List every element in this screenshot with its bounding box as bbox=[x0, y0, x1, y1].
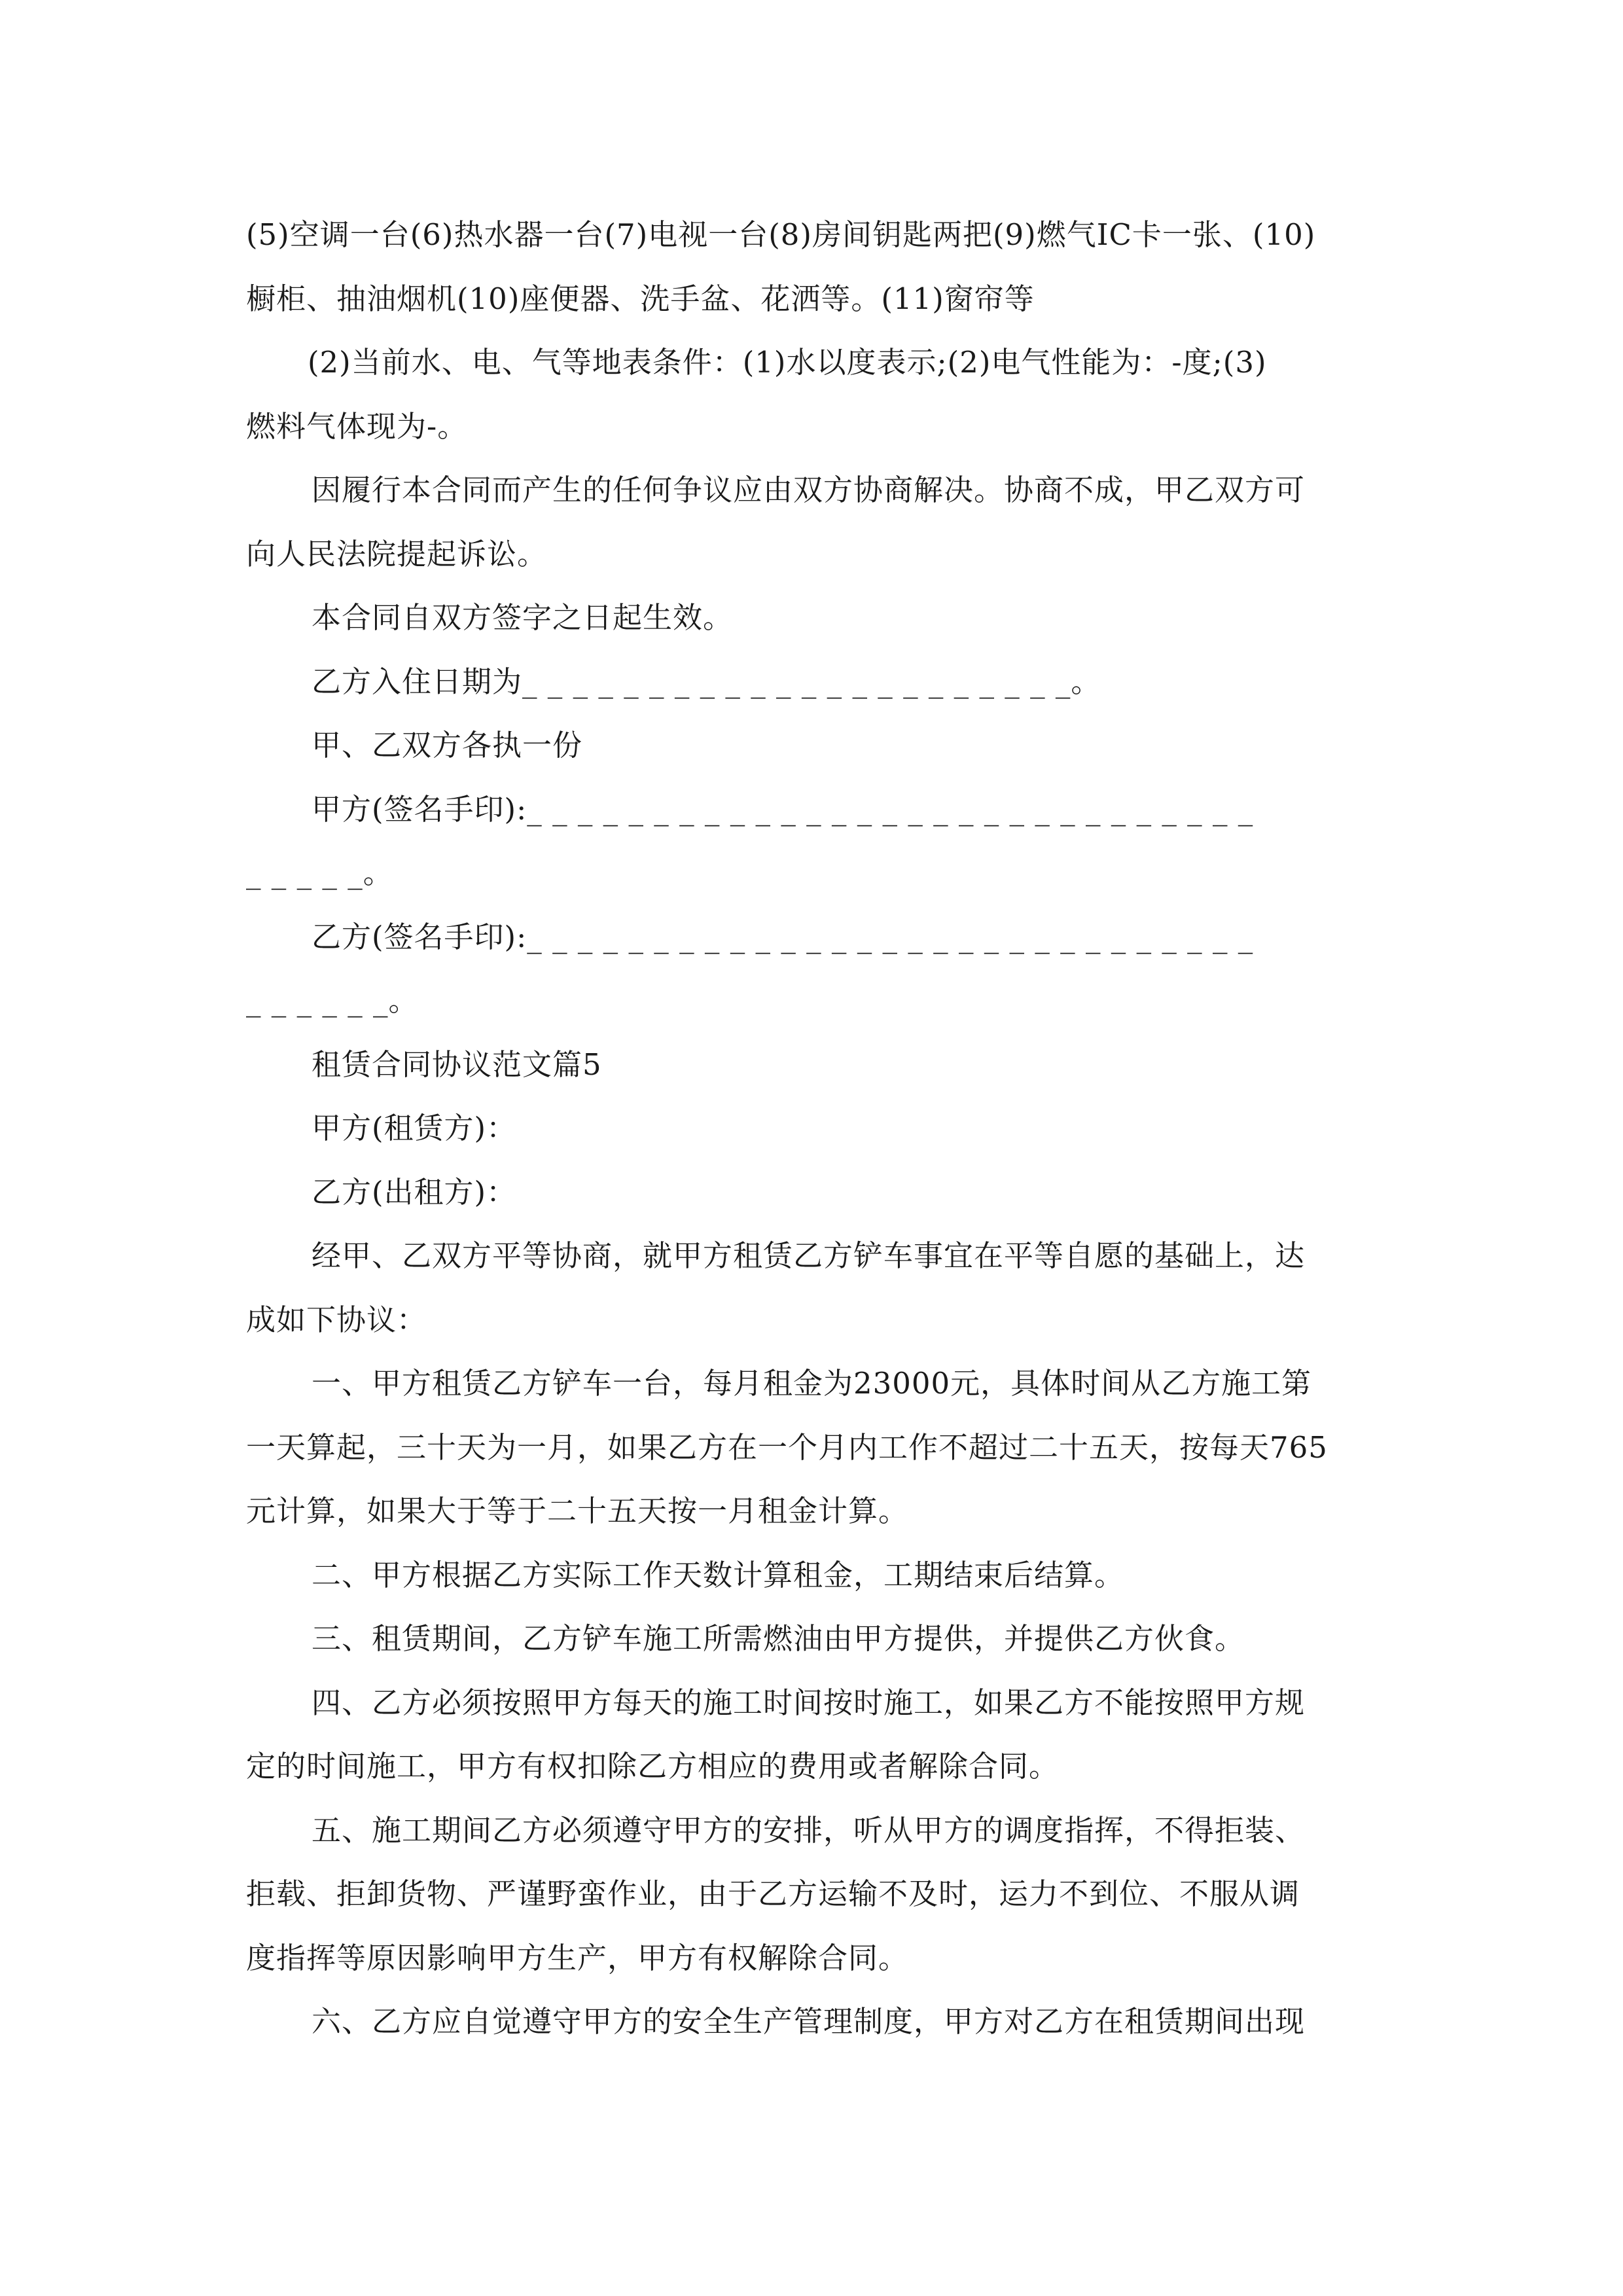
text-line: 拒载、拒卸货物、严谨野蛮作业，由于乙方运输不及时，运力不到位、不服从调 bbox=[246, 1876, 1300, 1911]
clause-6: 六、乙方应自觉遵守甲方的安全生产管理制度，甲方对乙方在租赁期间出现 bbox=[312, 2004, 1306, 2039]
clause-4: 四、乙方必须按照甲方每天的施工时间按时施工，如果乙方不能按照甲方规 bbox=[312, 1685, 1306, 1720]
clause-2: 二、甲方根据乙方实际工作天数计算租金，工期结束后结算。 bbox=[312, 1557, 1125, 1592]
text-line: (2)当前水、电、气等地表条件：(1)水以度表示;(2)电气性能为：-度;(3) bbox=[308, 345, 1267, 380]
party-a-signature-line-cont: _ _ _ _ _。 bbox=[246, 855, 393, 890]
text-line: (5)空调一台(6)热水器一台(7)电视一台(8)房间钥匙两把(9)燃气IC卡一张、(10) bbox=[246, 217, 1316, 252]
text-line: 定的时间施工，甲方有权扣除乙方相应的费用或者解除合同。 bbox=[246, 1749, 1060, 1784]
document-page bbox=[246, 203, 1381, 2054]
party-b-signature-line: 乙方(签名手印):_ _ _ _ _ _ _ _ _ _ _ _ _ _ _ _ _ _ _ _ _ _ _ _ _ _ _ _ _ bbox=[312, 919, 1254, 954]
text-line: 度指挥等原因影响甲方生产，甲方有权解除合同。 bbox=[246, 1940, 909, 1975]
text-line: 本合同自双方签字之日起生效。 bbox=[312, 600, 734, 635]
text-line: 成如下协议： bbox=[246, 1302, 427, 1337]
party-a-label: 甲方(租赁方)： bbox=[312, 1111, 517, 1145]
clause-5: 五、施工期间乙方必须遵守甲方的安排，听从甲方的调度指挥，不得拒装、 bbox=[312, 1812, 1306, 1848]
party-b-signature-line-cont: _ _ _ _ _ _。 bbox=[246, 983, 419, 1018]
clause-3: 三、租赁期间，乙方铲车施工所需燃油由甲方提供，并提供乙方伙食。 bbox=[312, 1621, 1245, 1656]
section-heading: 租赁合同协议范文篇5 bbox=[312, 1047, 602, 1082]
clause-1: 一、甲方租赁乙方铲车一台，每月租金为23000元，具体时间从乙方施工第 bbox=[312, 1366, 1312, 1401]
text-line: 因履行本合同而产生的任何争议应由双方协商解决。协商不成，甲乙双方可 bbox=[312, 473, 1306, 507]
text-line: 元计算，如果大于等于二十五天按一月租金计算。 bbox=[246, 1494, 909, 1528]
text-line: 橱柜、抽油烟机(10)座便器、洗手盆、花洒等。(11)窗帘等 bbox=[246, 281, 1035, 316]
move-in-date-line: 乙方入住日期为_ _ _ _ _ _ _ _ _ _ _ _ _ _ _ _ _ _ _ _ _ _。 bbox=[312, 664, 1101, 699]
text-line: 燃料气体现为-。 bbox=[246, 408, 468, 444]
party-a-signature-line: 甲方(签名手印):_ _ _ _ _ _ _ _ _ _ _ _ _ _ _ _ _ _ _ _ _ _ _ _ _ _ _ _ _ bbox=[312, 791, 1254, 827]
text-line: 经甲、乙双方平等协商，就甲方租赁乙方铲车事宜在平等自愿的基础上，达 bbox=[312, 1238, 1306, 1273]
text-line: 一天算起，三十天为一月，如果乙方在一个月内工作不超过二十五天，按每天765 bbox=[246, 1429, 1328, 1465]
text-line: 甲、乙双方各执一份 bbox=[312, 728, 583, 762]
text-line: 向人民法院提起诉讼。 bbox=[246, 536, 548, 571]
party-b-label: 乙方(出租方)： bbox=[312, 1174, 517, 1210]
